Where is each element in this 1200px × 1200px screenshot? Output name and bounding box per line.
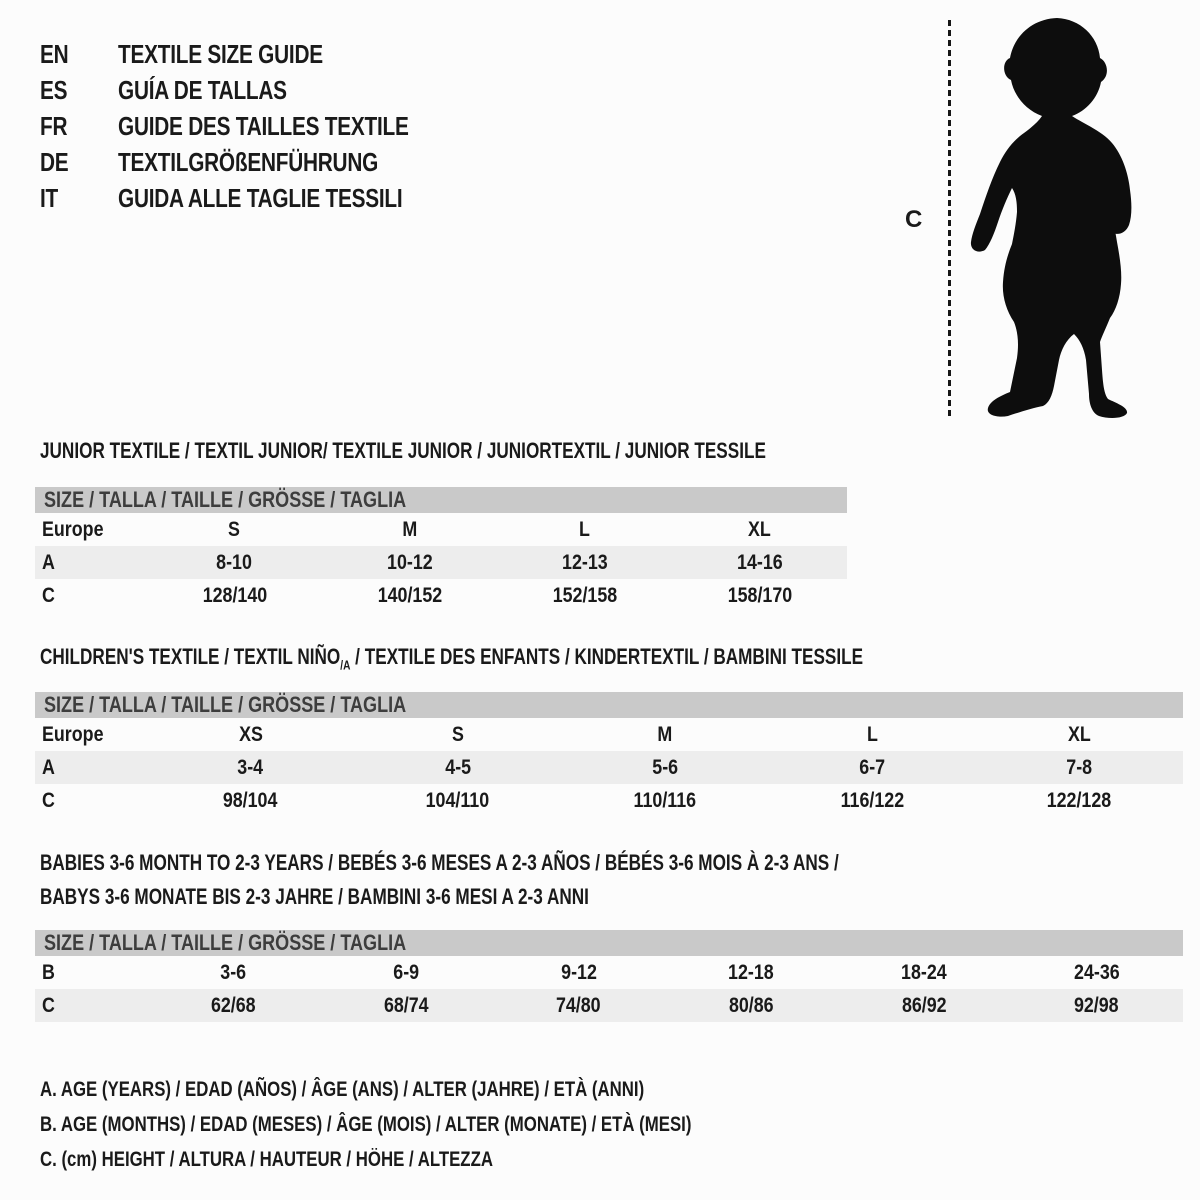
size-value-text: 3-4 [237, 755, 264, 779]
language-row [40, 72, 481, 108]
size-value-cell [147, 789, 354, 813]
size-value-text: XS [238, 722, 263, 746]
size-value-text: 3-6 [220, 960, 247, 984]
size-value-text: 5-6 [652, 755, 678, 779]
row-label-text: Europe [42, 517, 104, 541]
size-value-text: 122/128 [1047, 788, 1112, 812]
junior-section-title-text: JUNIOR TEXTILE / TEXTIL JUNIOR/ TEXTILE JUNIOR / JUNIORTEXTIL / JUNIOR TESSILE [40, 438, 766, 463]
row-label [35, 994, 147, 1018]
size-value-cell [561, 723, 768, 747]
size-value-text: 62/68 [210, 993, 256, 1017]
legend-line-b [40, 1107, 854, 1142]
row-label-text: C [42, 583, 55, 607]
height-measure-label: C [905, 206, 923, 233]
legend-line-c-text: C. (cm) HEIGHT / ALTURA / HAUTEUR / HÖHE / ALTEZZA [40, 1148, 493, 1171]
size-value-cell [1010, 994, 1183, 1018]
language-code [40, 147, 118, 178]
children-title-sub: /A [340, 657, 351, 673]
size-value-text: 9-12 [560, 960, 597, 984]
size-value-text: 4-5 [444, 755, 471, 779]
size-value-cell [322, 518, 497, 542]
language-row [40, 180, 481, 216]
size-value-cell [497, 551, 672, 575]
size-table-header-bar [35, 930, 1183, 956]
row-label-text: Europe [42, 722, 104, 746]
table-row [35, 546, 847, 579]
language-label: GUIDA ALLE TAGLIE TESSILI [118, 182, 403, 213]
size-value-text: L [866, 722, 878, 746]
size-value-cell [976, 756, 1183, 780]
babies-size-table [35, 930, 1183, 1022]
size-value-cell [322, 584, 497, 608]
size-value-cell [769, 789, 976, 813]
size-value-text: 86/92 [901, 993, 947, 1017]
size-value-cell [497, 518, 672, 542]
size-value-cell [147, 961, 320, 985]
size-value-text: 12-18 [728, 960, 775, 984]
row-label [35, 584, 147, 608]
size-value-cell [147, 551, 322, 575]
table-row [35, 956, 1183, 989]
size-value-text: 110/116 [633, 788, 697, 812]
height-measure-dashed-line [948, 20, 951, 416]
language-code-text: IT [40, 182, 59, 213]
row-label-text: C [42, 788, 55, 812]
size-value-text: M [657, 722, 673, 746]
size-value-text: 92/98 [1074, 993, 1119, 1017]
size-value-cell [147, 723, 354, 747]
size-value-cell [1010, 961, 1183, 985]
size-value-cell [672, 551, 847, 575]
size-table-header-label: SIZE / TALLA / TAILLE / GRÖSSE / TAGLIA [44, 692, 407, 717]
language-code-text: EN [40, 38, 69, 69]
row-label-text: B [42, 960, 55, 984]
size-value-text: XL [748, 517, 771, 541]
legend-line-b-text: B. AGE (MONTHS) / EDAD (MESES) / ÂGE (MOIS) / ALTER (MONATE) / ETÀ (MESI) [40, 1113, 692, 1136]
size-value-cell [320, 961, 493, 985]
legend [40, 1072, 854, 1177]
row-label-text: A [42, 550, 55, 574]
size-value-cell [147, 518, 322, 542]
language-code [40, 183, 118, 214]
size-value-text: 14-16 [736, 550, 783, 574]
size-value-text: 158/170 [727, 583, 792, 607]
row-label-text: A [42, 755, 55, 779]
size-value-cell [976, 789, 1183, 813]
size-table-header-label: SIZE / TALLA / TAILLE / GRÖSSE / TAGLIA [44, 930, 407, 955]
language-row [40, 108, 481, 144]
children-section-title-text [40, 644, 863, 678]
size-value-cell [497, 584, 672, 608]
size-value-cell [838, 961, 1011, 985]
language-label: TEXTILGRÖßENFÜHRUNG [118, 146, 379, 177]
size-value-cell [561, 756, 768, 780]
size-value-cell [769, 723, 976, 747]
size-value-text: 12-13 [561, 550, 608, 574]
size-value-cell [769, 756, 976, 780]
size-value-cell [492, 994, 665, 1018]
size-value-cell [838, 994, 1011, 1018]
size-value-cell [976, 723, 1183, 747]
legend-line-c [40, 1142, 854, 1177]
language-label: GUÍA DE TALLAS [118, 74, 287, 105]
junior-section-title [40, 438, 971, 464]
row-label [35, 789, 147, 813]
size-value-text: 8-10 [216, 550, 253, 574]
row-label [35, 518, 147, 542]
language-code-text: DE [40, 146, 69, 177]
size-value-cell [672, 518, 847, 542]
language-row [40, 144, 481, 180]
size-value-text: 10-12 [386, 550, 433, 574]
size-value-cell [354, 789, 561, 813]
table-row [35, 718, 1183, 751]
row-label [35, 756, 147, 780]
language-code-text: FR [40, 110, 68, 141]
size-value-cell [665, 961, 838, 985]
size-value-text: 6-7 [859, 755, 886, 779]
size-value-cell [492, 961, 665, 985]
babies-section-title [40, 846, 1064, 914]
size-table-header-bar [35, 692, 1183, 718]
size-value-text: 140/152 [377, 583, 442, 607]
size-value-text: 128/140 [202, 583, 267, 607]
children-size-table [35, 692, 1183, 817]
size-value-text: L [579, 517, 590, 541]
legend-line-a-text: A. AGE (YEARS) / EDAD (AÑOS) / ÂGE (ANS) / ALTER (JAHRE) / ETÀ (ANNI) [40, 1078, 645, 1101]
size-table-header-label: SIZE / TALLA / TAILLE / GRÖSSE / TAGLIA [44, 487, 407, 512]
row-label [35, 551, 147, 575]
size-value-text: 24-36 [1073, 960, 1120, 984]
language-label: TEXTILE SIZE GUIDE [118, 38, 323, 69]
size-value-text: 6-9 [393, 960, 419, 984]
size-value-text: 68/74 [383, 993, 429, 1017]
children-title-pre: CHILDREN'S TEXTILE / TEXTIL NIÑO [40, 644, 341, 669]
row-label [35, 961, 147, 985]
language-code [40, 111, 118, 142]
size-value-cell [561, 789, 768, 813]
size-value-cell [354, 723, 561, 747]
size-value-text: 74/80 [556, 993, 601, 1017]
size-value-cell [672, 584, 847, 608]
table-row [35, 784, 1183, 817]
size-value-cell [354, 756, 561, 780]
language-code [40, 75, 118, 106]
language-code-text: ES [40, 74, 68, 105]
size-value-text: S [451, 722, 464, 746]
size-value-text: 104/110 [426, 788, 490, 812]
size-value-cell [322, 551, 497, 575]
size-value-cell [147, 584, 322, 608]
language-list [40, 36, 481, 216]
legend-line-a [40, 1072, 854, 1107]
language-code [40, 39, 118, 70]
table-row [35, 513, 847, 546]
language-row [40, 36, 481, 72]
size-value-cell [665, 994, 838, 1018]
children-section-title [40, 644, 1095, 678]
size-value-text: XL [1067, 722, 1091, 746]
size-value-cell [320, 994, 493, 1018]
size-table-header-bar [35, 487, 847, 513]
language-label: GUIDE DES TAILLES TEXTILE [118, 110, 409, 141]
table-row [35, 579, 847, 612]
size-value-text: 18-24 [901, 960, 947, 984]
size-value-text: 98/104 [223, 788, 278, 812]
junior-size-table [35, 487, 847, 612]
row-label [35, 723, 147, 747]
size-value-text: 80/86 [728, 993, 774, 1017]
table-row [35, 989, 1183, 1022]
size-value-text: 7-8 [1066, 755, 1093, 779]
row-label-text: C [42, 993, 55, 1017]
babies-title-line2: BABYS 3-6 MONATE BIS 2-3 JAHRE / BAMBINI 3-6 MESI A 2-3 ANNI [40, 884, 589, 909]
size-value-cell [147, 756, 354, 780]
size-value-text: M [402, 517, 417, 541]
babies-title-line1: BABIES 3-6 MONTH TO 2-3 YEARS / BEBÉS 3-6 MESES A 2-3 AÑOS / BÉBÉS 3-6 MOIS À 2-3 ANS / [40, 850, 839, 875]
size-value-cell [147, 994, 320, 1018]
children-title-post: / TEXTILE DES ENFANTS / KINDERTEXTIL / BAMBINI TESSILE [350, 644, 864, 669]
size-value-text: S [228, 517, 241, 541]
toddler-silhouette-icon [962, 14, 1140, 424]
size-value-text: 152/158 [552, 583, 617, 607]
table-row [35, 751, 1183, 784]
size-value-text: 116/122 [840, 788, 904, 812]
